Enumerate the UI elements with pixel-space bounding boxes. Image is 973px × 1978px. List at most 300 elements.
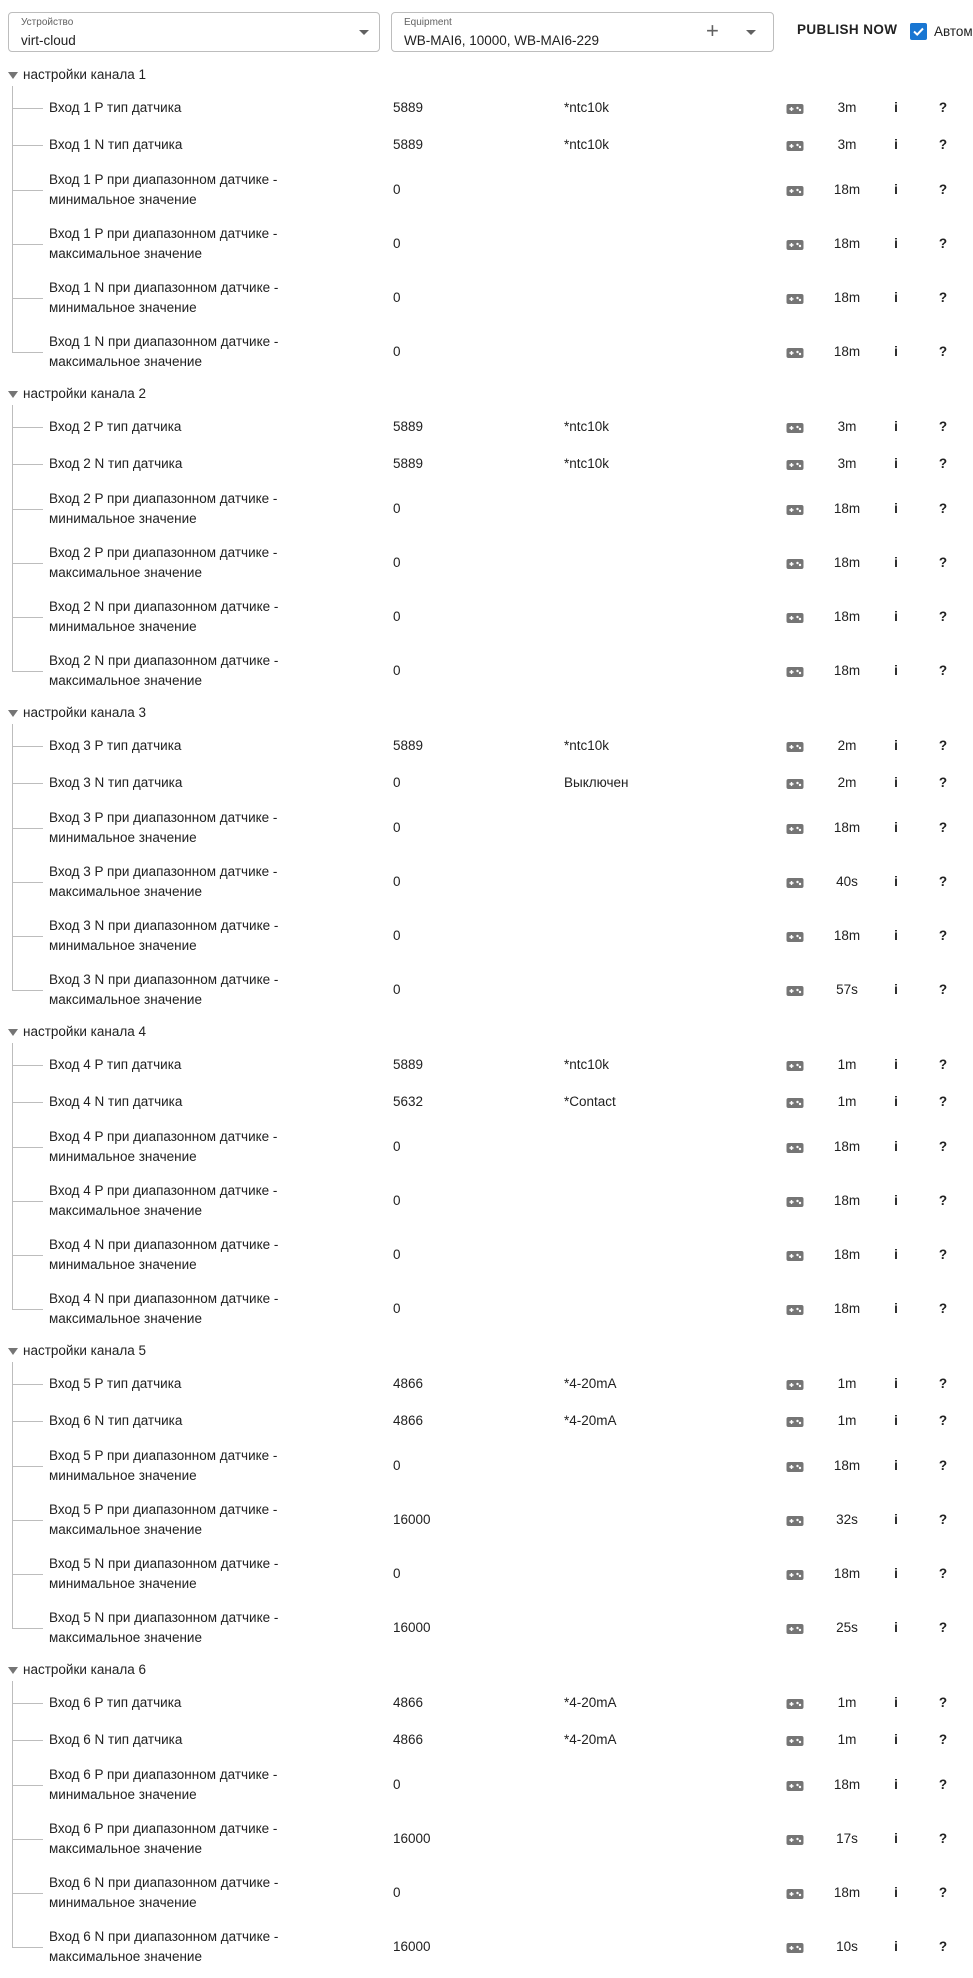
info-button[interactable]: i [894,1301,898,1316]
info-button[interactable]: i [894,774,898,790]
section-header[interactable] [0,1340,300,1364]
tree-connector [13,671,43,672]
edit-control[interactable] [786,822,804,834]
tree-connector [13,1466,43,1467]
setting-label: Вход 1 P при диапазонном датчике - минимальное значение [49,172,278,207]
gamepad-icon [786,1250,804,1262]
edit-control[interactable] [786,611,804,623]
setting-row [0,1866,973,1920]
info-button[interactable]: i [894,344,898,359]
triangle-down-icon[interactable] [8,710,18,717]
setting-value: 0 [393,290,401,305]
edit-control[interactable] [786,665,804,677]
gamepad-icon [786,666,804,678]
info-button[interactable]: i [894,1831,898,1846]
edit-control[interactable] [786,503,804,515]
setting-label: Вход 3 P тип датчика [49,738,182,754]
info-button[interactable]: i [894,1247,898,1262]
setting-value: 4866 [393,1376,424,1392]
section-header[interactable] [0,383,300,407]
info-button[interactable]: i [894,1695,898,1711]
last-updated-time: 2m [837,738,857,754]
setting-row [0,963,973,1017]
setting-value: 5889 [393,455,424,471]
last-updated-time: 18m [833,1458,861,1473]
equipment-select[interactable] [391,12,774,52]
setting-row [0,855,973,909]
tree-connector [13,244,43,245]
info-button[interactable]: i [894,1566,898,1581]
triangle-down-icon[interactable] [8,1667,18,1674]
gamepad-icon [786,1060,804,1072]
gamepad-icon [786,504,804,516]
setting-label: Вход 5 N при диапазонном датчике - минимальное значение [49,1556,279,1591]
setting-row [0,1084,973,1121]
gamepad-icon [786,558,804,570]
edit-control[interactable] [786,1378,804,1390]
info-button[interactable]: i [894,455,898,471]
help-button[interactable]: ? [938,928,948,943]
setting-label: Вход 3 P при диапазонном датчике - максимальное значение [49,864,278,899]
help-button[interactable]: ? [938,1777,948,1792]
setting-label: Вход 4 P при диапазонном датчике - минимальное значение [49,1129,278,1164]
setting-label: Вход 2 N тип датчика [49,455,183,471]
info-button[interactable]: i [894,419,898,435]
setting-label: Вход 1 N тип датчика [49,136,183,152]
edit-control[interactable] [786,1734,804,1746]
edit-control[interactable] [786,984,804,996]
gamepad-icon [786,1698,804,1710]
section-title: настройки канала 6 [23,1662,146,1677]
setting-label: Вход 6 N тип датчика [49,1731,183,1747]
setting-label: Вход 5 P при диапазонном датчике - максимальное значение [49,1502,278,1537]
tree-connector [13,746,43,747]
info-button[interactable]: i [894,1731,898,1747]
info-button[interactable]: i [894,555,898,570]
help-button[interactable]: ? [938,1093,948,1109]
gamepad-icon [786,1942,804,1954]
last-updated-time: 3m [837,455,857,471]
setting-description: *4-20mA [564,1695,617,1711]
gamepad-icon [786,1623,804,1635]
tree-connector [13,1201,43,1202]
setting-label: Вход 1 P при диапазонном датчике - максимальное значение [49,226,278,261]
tree-connector [13,1740,43,1741]
help-button[interactable]: ? [938,100,948,116]
help-button[interactable]: ? [938,1512,948,1527]
gamepad-icon [786,741,804,753]
section-header[interactable] [0,64,300,88]
last-updated-time: 18m [833,820,861,835]
help-button[interactable]: ? [938,1193,948,1208]
setting-value: 16000 [393,1831,431,1846]
help-button[interactable]: ? [938,1939,948,1954]
tree-connector [13,1255,43,1256]
setting-value: 0 [393,1193,401,1208]
setting-value: 5889 [393,419,424,435]
info-button[interactable]: i [894,1777,898,1792]
help-button[interactable]: ? [938,1695,948,1711]
tree-connector [13,828,43,829]
section-header[interactable] [0,702,300,726]
setting-label: Вход 2 P при диапазонном датчике - максимальное значение [49,545,278,580]
setting-value: 0 [393,1777,401,1792]
info-button[interactable]: i [894,1885,898,1900]
tree-connector [13,1309,43,1310]
last-updated-time: 18m [833,290,861,305]
help-button[interactable]: ? [938,1566,948,1581]
setting-row [0,1547,973,1601]
info-button[interactable]: i [894,1458,898,1473]
edit-control[interactable] [786,421,804,433]
setting-row [0,1439,973,1493]
last-updated-time: 10s [836,1939,858,1954]
tree-connector [13,1628,43,1629]
setting-label: Вход 4 P при диапазонном датчике - максимальное значение [49,1183,278,1218]
setting-row [0,728,973,765]
info-button[interactable]: i [894,820,898,835]
info-button[interactable]: i [894,1376,898,1392]
last-updated-time: 1m [837,1731,857,1747]
help-button[interactable]: ? [938,136,948,152]
edit-control[interactable] [786,1514,804,1526]
setting-row [0,1685,973,1722]
help-button[interactable]: ? [938,1620,948,1635]
tree-connector [13,1703,43,1704]
setting-description: *4-20mA [564,1376,617,1392]
setting-value: 0 [393,501,401,516]
setting-value: 0 [393,820,401,835]
edit-control[interactable] [786,139,804,151]
info-button[interactable]: i [894,182,898,197]
setting-value: 16000 [393,1512,431,1527]
tree-connector [13,783,43,784]
help-button[interactable]: ? [938,1831,948,1846]
tree-connector [13,190,43,191]
setting-row [0,1758,973,1812]
info-button[interactable]: i [894,738,898,754]
setting-label: Вход 2 N при диапазонном датчике - максимальное значение [49,653,279,688]
setting-label: Вход 2 P тип датчика [49,419,182,435]
edit-control[interactable] [786,102,804,114]
last-updated-time: 18m [833,928,861,943]
auto-checkbox-label: Автом [934,24,973,39]
setting-description: *ntc10k [564,1057,610,1073]
info-button[interactable]: i [894,1139,898,1154]
triangle-down-icon[interactable] [8,391,18,398]
edit-control[interactable] [786,876,804,888]
help-button[interactable]: ? [938,1458,948,1473]
setting-description: Выключен [564,774,629,790]
edit-control[interactable] [786,1195,804,1207]
gamepad-icon [786,1515,804,1527]
setting-label: Вход 1 P тип датчика [49,100,182,116]
edit-control[interactable] [786,346,804,358]
last-updated-time: 40s [836,874,858,889]
gamepad-icon [786,1097,804,1109]
setting-value: 0 [393,874,401,889]
info-button[interactable]: i [894,609,898,624]
section-header[interactable] [0,1659,300,1683]
triangle-down-icon[interactable] [8,1348,18,1355]
edit-control[interactable] [786,777,804,789]
gamepad-icon [786,1461,804,1473]
help-button[interactable]: ? [938,1301,948,1316]
setting-value: 16000 [393,1939,431,1954]
edit-control[interactable] [786,1887,804,1899]
help-button[interactable]: ? [938,555,948,570]
edit-control[interactable] [786,1141,804,1153]
edit-control[interactable] [786,238,804,250]
last-updated-time: 18m [833,1885,861,1900]
edit-control[interactable] [786,1303,804,1315]
edit-control[interactable] [786,292,804,304]
setting-value: 0 [393,663,401,678]
help-button[interactable]: ? [938,1376,948,1392]
info-button[interactable]: i [894,501,898,516]
setting-label: Вход 4 N при диапазонном датчике - минимальное значение [49,1237,279,1272]
gamepad-icon [786,877,804,889]
gamepad-icon [786,1142,804,1154]
tree-line [12,1043,13,1310]
gamepad-icon [786,823,804,835]
info-button[interactable]: i [894,100,898,116]
setting-label: Вход 6 P при диапазонном датчике - минимальное значение [49,1767,278,1802]
gamepad-icon [786,293,804,305]
tree-connector [13,298,43,299]
setting-row [0,644,973,698]
info-button[interactable]: i [894,236,898,251]
edit-control[interactable] [786,1941,804,1953]
tree-connector [13,990,43,991]
help-button[interactable]: ? [938,663,948,678]
setting-description: *ntc10k [564,136,610,152]
info-button[interactable]: i [894,136,898,152]
setting-row [0,1601,973,1655]
edit-control[interactable] [786,930,804,942]
chevron-down-icon[interactable] [746,30,756,35]
setting-label: Вход 1 N при диапазонном датчике - максимальное значение [49,334,279,369]
help-button[interactable]: ? [938,344,948,359]
last-updated-time: 18m [833,1301,861,1316]
info-button[interactable]: i [894,1620,898,1635]
setting-row [0,536,973,590]
info-button[interactable]: i [894,874,898,889]
edit-control[interactable] [786,1833,804,1845]
setting-label: Вход 6 P при диапазонном датчике - максимальное значение [49,1821,278,1856]
edit-control[interactable] [786,1568,804,1580]
setting-description: *ntc10k [564,455,610,471]
gamepad-icon [786,931,804,943]
info-button[interactable]: i [894,928,898,943]
last-updated-time: 1m [837,1376,857,1392]
last-updated-time: 18m [833,236,861,251]
setting-value: 0 [393,1139,401,1154]
tree-connector [13,1947,43,1948]
last-updated-time: 18m [833,609,861,624]
info-button[interactable]: i [894,1412,898,1428]
help-button[interactable]: ? [938,182,948,197]
tree-connector [13,1893,43,1894]
setting-row [0,409,973,446]
info-button[interactable]: i [894,1093,898,1109]
info-button[interactable]: i [894,663,898,678]
edit-control[interactable] [786,1460,804,1472]
triangle-down-icon[interactable] [8,1029,18,1036]
setting-row [0,1120,973,1174]
tree-connector [13,617,43,618]
equipment-select-value: WB-MAI6, 10000, WB-MAI6-229 [404,33,600,48]
edit-control[interactable] [786,1697,804,1709]
gamepad-icon [786,1569,804,1581]
setting-label: Вход 2 N при диапазонном датчике - минимальное значение [49,599,279,634]
setting-row [0,801,973,855]
setting-row [0,446,973,483]
tree-line [12,1681,13,1948]
info-button[interactable]: i [894,1939,898,1954]
tree-connector [13,464,43,465]
setting-label: Вход 5 P тип датчика [49,1376,182,1392]
gamepad-icon [786,1304,804,1316]
setting-value: 5632 [393,1093,424,1109]
setting-description: *Contact [564,1093,616,1109]
triangle-down-icon[interactable] [8,72,18,79]
device-select[interactable] [8,12,380,52]
setting-value: 4866 [393,1412,424,1428]
info-button[interactable]: i [894,982,898,997]
tree-connector [13,936,43,937]
setting-value: 0 [393,1885,401,1900]
section-title: настройки канала 4 [23,1024,146,1039]
last-updated-time: 18m [833,182,861,197]
edit-control[interactable] [786,1779,804,1791]
setting-label: Вход 3 N при диапазонном датчике - минимальное значение [49,918,279,953]
edit-control[interactable] [786,1059,804,1071]
help-button[interactable]: ? [938,501,948,516]
help-button[interactable]: ? [938,1412,948,1428]
help-button[interactable]: ? [938,820,948,835]
section-title: настройки канала 5 [23,1343,146,1358]
setting-value: 0 [393,774,401,790]
tree-connector [13,352,43,353]
last-updated-time: 1m [837,1412,857,1428]
setting-value: 0 [393,928,401,943]
help-button[interactable]: ? [938,1057,948,1073]
add-icon[interactable]: + [706,18,719,43]
setting-row [0,1174,973,1228]
last-updated-time: 18m [833,344,861,359]
help-button[interactable]: ? [938,609,948,624]
info-button[interactable]: i [894,1512,898,1527]
edit-control[interactable] [786,740,804,752]
gamepad-icon [786,422,804,434]
last-updated-time: 18m [833,501,861,516]
info-button[interactable]: i [894,1193,898,1208]
publish-now-button[interactable]: PUBLISH NOW [797,22,898,37]
tree-line [12,405,13,672]
help-button[interactable]: ? [938,774,948,790]
setting-row [0,271,973,325]
setting-value: 0 [393,982,401,997]
info-button[interactable]: i [894,1057,898,1073]
help-button[interactable]: ? [938,1731,948,1747]
last-updated-time: 3m [837,136,857,152]
setting-row [0,1493,973,1547]
tree-connector [13,1574,43,1575]
last-updated-time: 18m [833,663,861,678]
tree-connector [13,1520,43,1521]
tree-connector [13,1785,43,1786]
edit-control[interactable] [786,184,804,196]
last-updated-time: 3m [837,100,857,116]
setting-value: 0 [393,1566,401,1581]
edit-control[interactable] [786,1249,804,1261]
setting-value: 4866 [393,1695,424,1711]
tree-connector [13,108,43,109]
last-updated-time: 18m [833,1777,861,1792]
section-title: настройки канала 1 [23,67,146,82]
edit-control[interactable] [786,557,804,569]
setting-value: 4866 [393,1731,424,1747]
info-button[interactable]: i [894,290,898,305]
help-button[interactable]: ? [938,874,948,889]
auto-checkbox[interactable] [910,23,927,40]
help-button[interactable]: ? [938,982,948,997]
gamepad-icon [786,1196,804,1208]
help-button[interactable]: ? [938,290,948,305]
help-button[interactable]: ? [938,419,948,435]
setting-value: 0 [393,1301,401,1316]
last-updated-time: 1m [837,1093,857,1109]
last-updated-time: 1m [837,1695,857,1711]
setting-value: 0 [393,555,401,570]
edit-control[interactable] [786,1622,804,1634]
help-button[interactable]: ? [938,1139,948,1154]
tree-line [12,86,13,353]
setting-value: 0 [393,609,401,624]
last-updated-time: 57s [836,982,858,997]
chevron-down-icon[interactable] [359,30,369,35]
tree-connector [13,882,43,883]
setting-label: Вход 4 N при диапазонном датчике - максимальное значение [49,1291,279,1326]
setting-description: *4-20mA [564,1412,617,1428]
help-button[interactable]: ? [938,1247,948,1262]
edit-control[interactable] [786,1096,804,1108]
device-select-label: Устройство [21,17,74,28]
last-updated-time: 1m [837,1057,857,1073]
tree-connector [13,563,43,564]
edit-control[interactable] [786,1415,804,1427]
gamepad-icon [786,1834,804,1846]
section-header[interactable] [0,1021,300,1045]
tree-connector [13,1147,43,1148]
gamepad-icon [786,985,804,997]
help-button[interactable]: ? [938,455,948,471]
gamepad-icon [786,185,804,197]
setting-row [0,482,973,536]
setting-label: Вход 6 N при диапазонном датчике - максимальное значение [49,1929,279,1964]
setting-row [0,325,973,379]
tree-connector [13,1384,43,1385]
last-updated-time: 2m [837,774,857,790]
setting-label: Вход 5 P при диапазонном датчике - минимальное значение [49,1448,278,1483]
gamepad-icon [786,140,804,152]
setting-label: Вход 5 N при диапазонном датчике - максимальное значение [49,1610,279,1645]
help-button[interactable]: ? [938,236,948,251]
edit-control[interactable] [786,458,804,470]
help-button[interactable]: ? [938,1885,948,1900]
help-button[interactable]: ? [938,738,948,754]
